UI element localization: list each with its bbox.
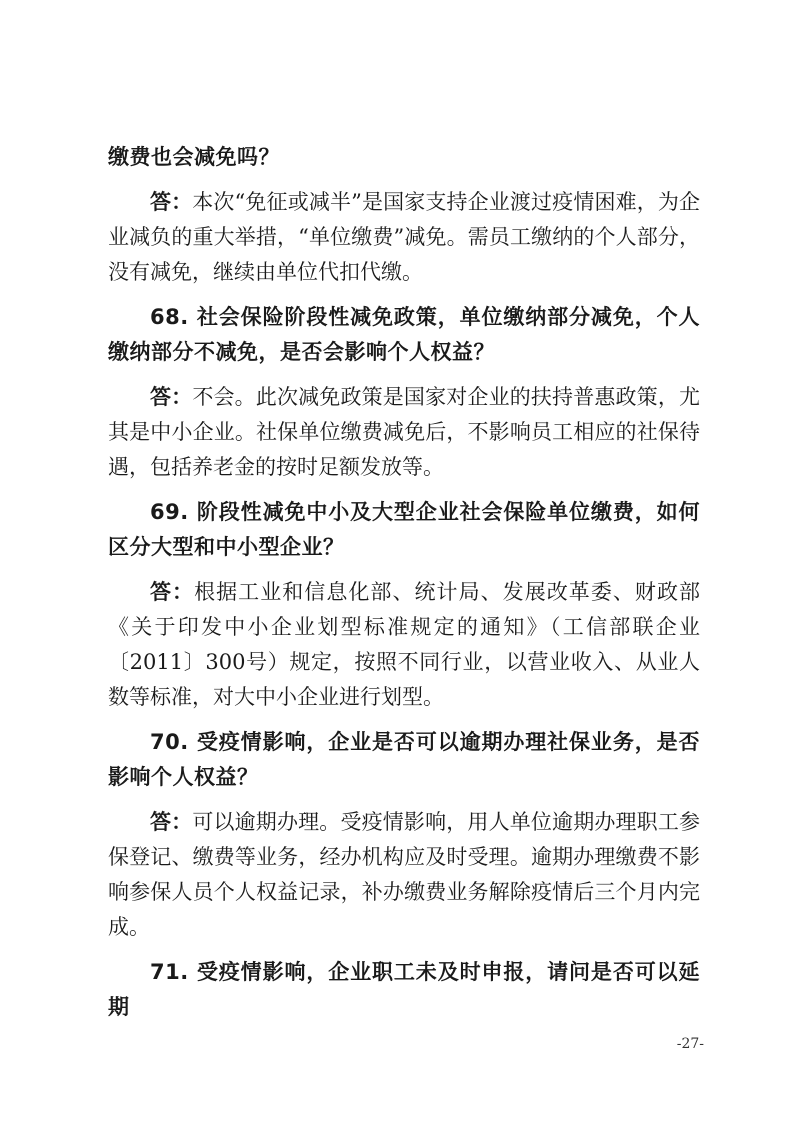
question-71-start: 71. 受疫情影响，企业职工未及时申报，请问是否可以延期 (108, 960, 700, 1019)
answer-label: 答： (150, 810, 193, 834)
answer-label: 答： (150, 385, 193, 409)
question-68: 68. 社会保险阶段性减免政策，单位缴纳部分减免，个人缴纳部分不减免，是否会影响个人权益？ (108, 305, 700, 364)
answer-68 (108, 380, 700, 485)
answer-68-text: 不会。此次减免政策是国家对企业的扶持普惠政策，尤其是中小企业。社保单位缴费减免后，不影响员工相应的社保待遇，包括养老金的按时足额发放等。 (108, 385, 701, 479)
answer-label: 答： (150, 580, 195, 604)
answer-67 (108, 185, 700, 290)
answer-69 (108, 575, 700, 715)
answer-label: 答： (150, 190, 193, 214)
question-69: 69. 阶段性减免中小及大型企业社会保险单位缴费，如何区分大型和中小型企业？ (108, 500, 700, 559)
answer-70 (108, 805, 700, 945)
answer-70-text: 可以逾期办理。受疫情影响，用人单位逾期办理职工参保登记、缴费等业务，经办机构应及时受理。逾期办理缴费不影响参保人员个人权益记录，补办缴费业务解除疫情后三个月内完成。 (108, 810, 701, 939)
document-body (108, 140, 700, 1035)
question-70: 70. 受疫情影响，企业是否可以逾期办理社保业务，是否影响个人权益？ (108, 730, 700, 789)
answer-67-text: 本次“免征或减半”是国家支持企业渡过疫情困难，为企业减负的重大举措，“单位缴费”减免。需员工缴纳的个人部分，没有减免，继续由单位代扣代缴。 (108, 190, 700, 284)
page-number: -27- (676, 1036, 704, 1052)
answer-69-text: 根据工业和信息化部、统计局、发展改革委、财政部《关于印发中小企业划型标准规定的通知》（工信部联企业〔2011〕300号）规定，按照不同行业，以营业收入、从业人数等标准，对大中小企业进行划型。 (108, 580, 701, 709)
question-67-continuation: 缴费也会减免吗？ (108, 145, 280, 169)
